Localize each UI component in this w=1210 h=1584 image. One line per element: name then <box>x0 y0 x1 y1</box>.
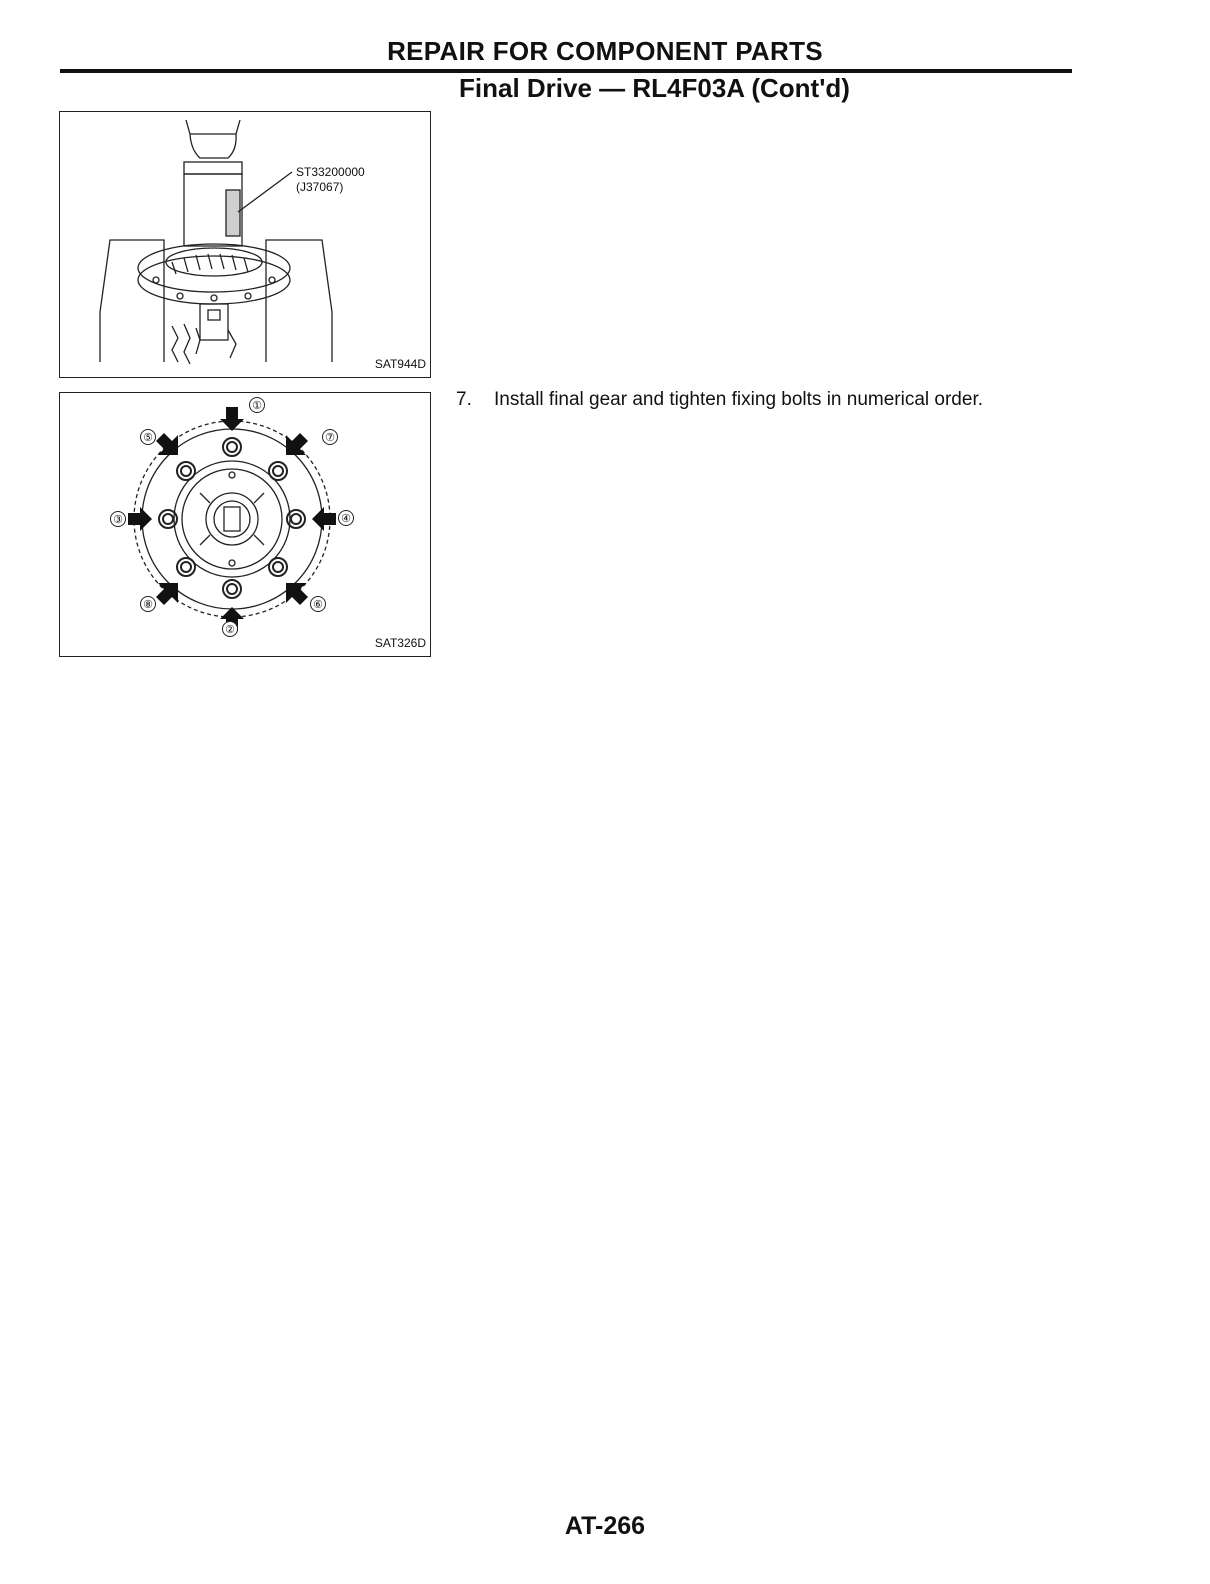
bolt-number-2: ② <box>222 621 238 637</box>
tool-alt-number-label: (J37067) <box>296 180 344 194</box>
figure-bolt-order <box>59 392 431 657</box>
page-subtitle: Final Drive — RL4F03A (Cont'd) <box>459 73 850 103</box>
bolt-number-7: ⑦ <box>322 429 338 445</box>
bolt-number-1: ① <box>249 397 265 413</box>
bolt-number-4: ④ <box>338 510 354 526</box>
step-text: Install final gear and tighten fixing bolts in numerical order. <box>494 389 983 410</box>
bolt-number-6: ⑥ <box>310 596 326 612</box>
page-number: AT-266 <box>564 1512 646 1540</box>
procedure-step <box>456 388 983 412</box>
figure-press-tool <box>59 111 431 378</box>
tool-number-label: ST33200000 <box>296 165 365 179</box>
step-number: 7. <box>456 389 472 410</box>
press-tool-illustration <box>60 112 430 377</box>
bolt-number-3: ③ <box>110 511 126 527</box>
bolt-number-5: ⑤ <box>140 429 156 445</box>
figure-code: SAT944D <box>374 357 426 371</box>
section-title: REPAIR FOR COMPONENT PARTS <box>387 36 823 66</box>
bolt-number-8: ⑧ <box>140 596 156 612</box>
figure-code: SAT326D <box>374 636 426 650</box>
